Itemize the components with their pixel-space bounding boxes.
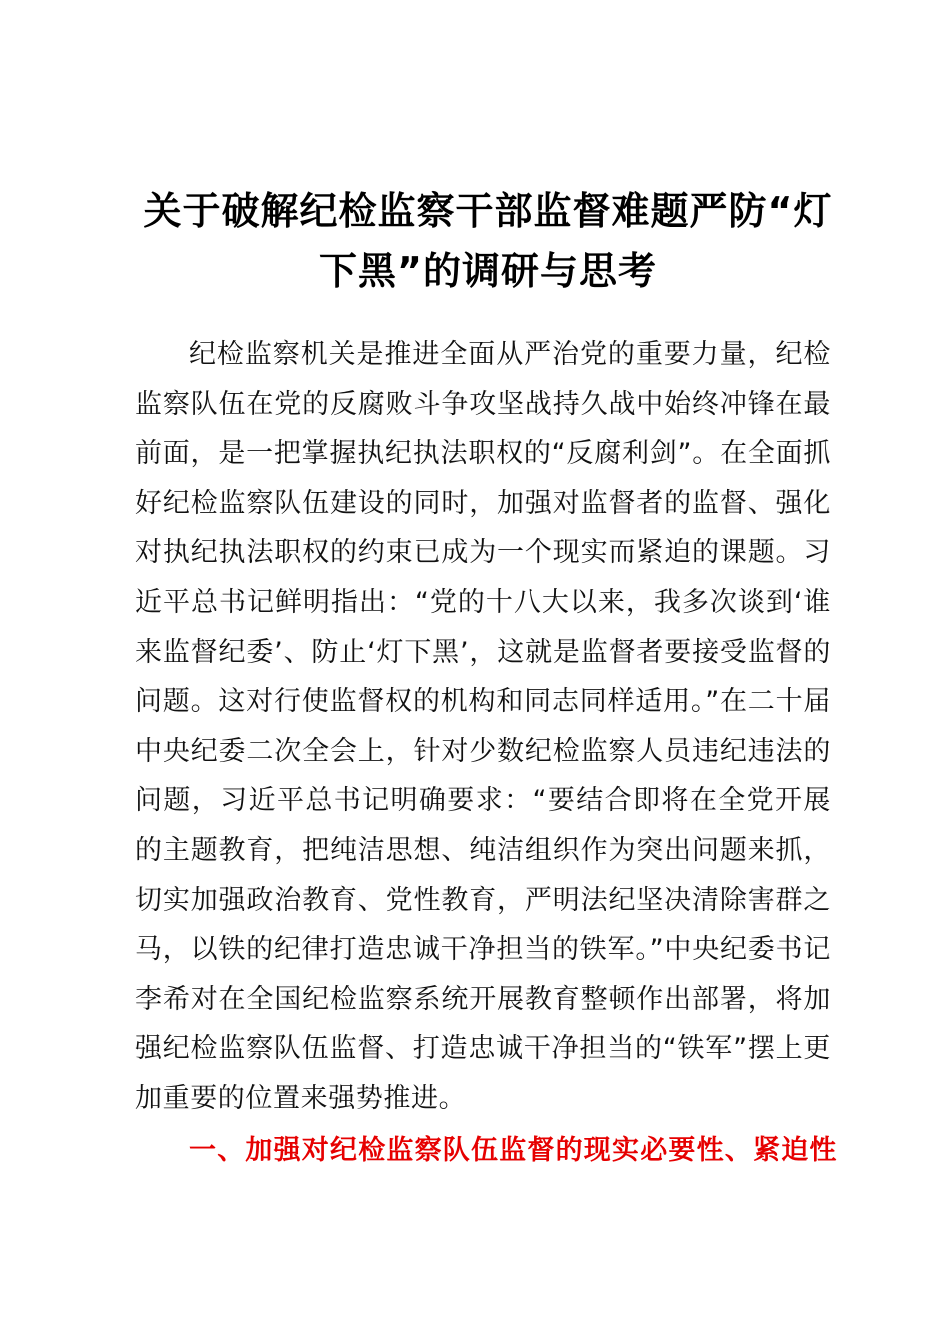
section-heading: 一、加强对纪检监察队伍监督的现实必要性、紧迫性	[189, 1135, 838, 1166]
body-paragraph: 纪检监察机关是推进全面从严治党的重要力量，纪检监察队伍在党的反腐败斗争攻坚战持久战中始终冲锋在最前面，是一把掌握执纪执法职权的“反腐利剑”。在全面抓好纪检监察队伍建设的同时，加强对监督者的监督、强化对执纪执法职权的约束已成为一个现实而紧迫的课题。习近平总书记鲜明指出：“党的十八大以来，我多次谈到‘谁来监督纪委’、防止‘灯下黑’，这就是监督者要接受监督的问题。这对行使监督权的机构和同志同样适用。”在二十届中央纪委二次全会上，针对少数纪检监察人员违纪违法的问题，习近平总书记明确要求：“要结合即将在全党开展的主题教育，把纯洁思想、纯洁组织作为突出问题来抓，切实加强政治教育、党性教育，严明法纪坚决清除害群之马，以铁的纪律打造忠诚干净担当的铁军。”中央纪委书记李希对在全国纪检监察系统开展教育整顿作出部署，将加强纪检监察队伍监督、打造忠诚干净担当的“铁军”摆上更加重要的位置来强势推进。	[135, 339, 831, 1114]
document-title: 关于破解纪检监察干部监督难题严防“灯下黑”的调研与思考	[143, 189, 833, 293]
